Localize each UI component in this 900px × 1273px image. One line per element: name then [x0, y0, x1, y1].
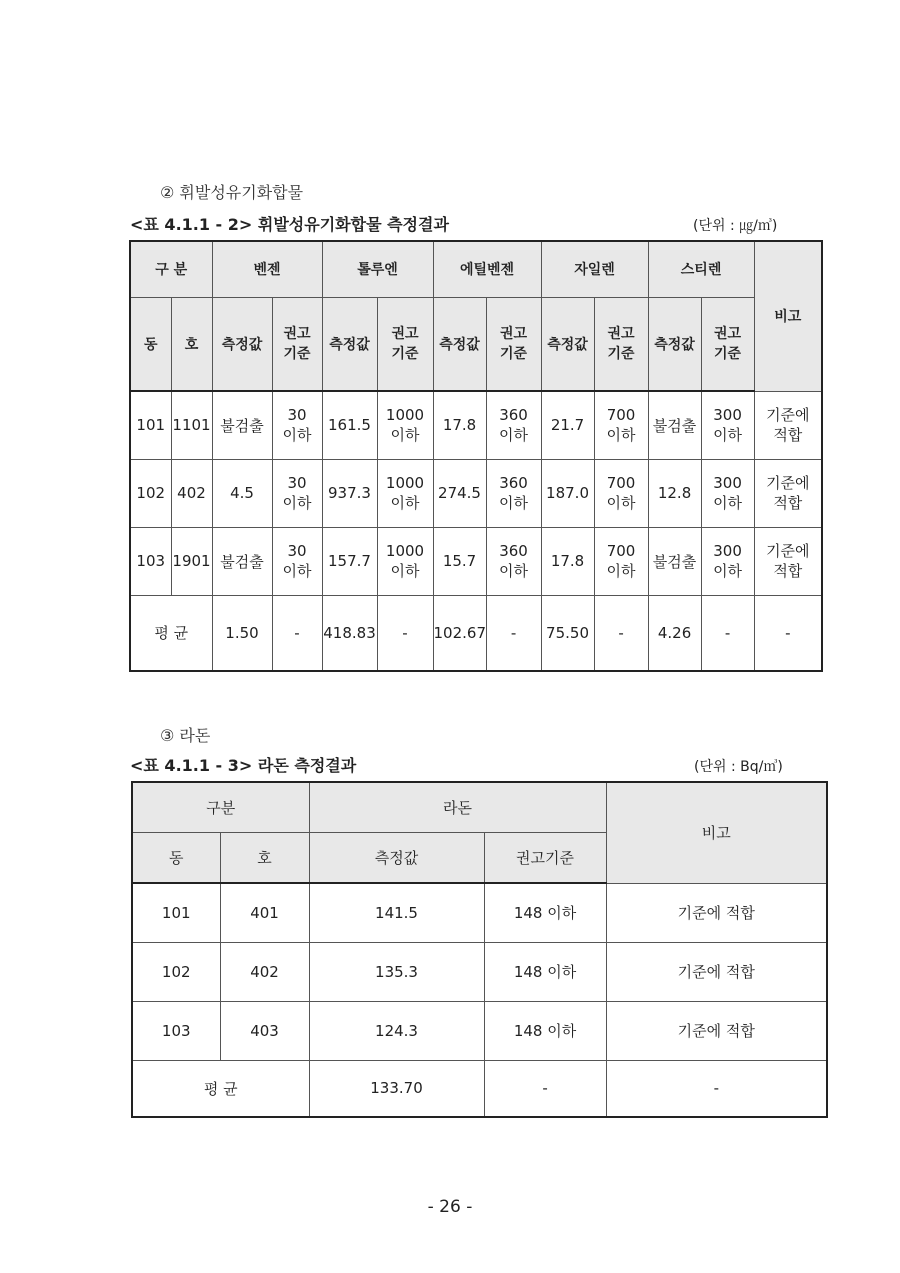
cell-average-standard: -	[484, 1060, 606, 1117]
cell-remark: -	[606, 1060, 827, 1117]
cell-standard: 1000 이하	[377, 527, 433, 595]
average-label: 평 균	[132, 1060, 309, 1117]
cell-measured: 141.5	[309, 883, 484, 942]
table-row	[130, 459, 822, 527]
cell-average: 102.67	[433, 595, 486, 671]
cell-measured: 불검출	[648, 391, 701, 459]
cell-measured: 161.5	[322, 391, 377, 459]
cell-standard: 300 이하	[701, 527, 754, 595]
cell-average: 418.83	[322, 595, 377, 671]
radon-header-row-1	[132, 782, 827, 832]
cell-measured: 937.3	[322, 459, 377, 527]
cell-ho: 1901	[171, 527, 212, 595]
voc-header-row-1	[130, 241, 822, 297]
cell-measured: 21.7	[541, 391, 594, 459]
table-row	[132, 942, 827, 1001]
header-measured: 측정값	[648, 297, 701, 391]
voc-table-caption: <표 4.1.1 - 2> 휘발성유기화합물 측정결과	[130, 215, 449, 234]
page-number: - 26 -	[427, 1197, 473, 1217]
cell-dong: 101	[132, 883, 220, 942]
cell-remark: 기준에 적합	[754, 459, 822, 527]
cell-average: 1.50	[212, 595, 272, 671]
header-dong: 동	[132, 832, 220, 883]
header-division: 구분	[132, 782, 309, 832]
header-measured: 측정값	[309, 832, 484, 883]
radon-results-table	[131, 781, 828, 1118]
cell-standard: 148 이하	[484, 883, 606, 942]
cell-standard: 700 이하	[594, 459, 648, 527]
cell-measured: 15.7	[433, 527, 486, 595]
radon-section-heading: ③ 라돈	[160, 726, 211, 745]
radon-table-caption: <표 4.1.1 - 3> 라돈 측정결과	[130, 756, 357, 775]
voc-section-heading: ② 휘발성유기화합물	[160, 183, 304, 202]
header-substance: 톨루엔	[322, 241, 433, 297]
header-substance: 스티렌	[648, 241, 754, 297]
cell-standard: 30 이하	[272, 527, 322, 595]
cell-dong: 102	[130, 459, 171, 527]
header-remarks: 비고	[754, 241, 822, 391]
header-standard: 권고기준	[484, 832, 606, 883]
voc-header-row-2	[130, 297, 822, 391]
cell-dong: 101	[130, 391, 171, 459]
table-row	[132, 1001, 827, 1060]
cell-remark: 기준에 적합	[606, 942, 827, 1001]
cell-measured: 불검출	[212, 527, 272, 595]
header-ho: 호	[171, 297, 212, 391]
radon-unit-label: (단위 : Bq/㎥)	[694, 759, 783, 775]
cell-measured: 17.8	[433, 391, 486, 459]
cell-measured: 17.8	[541, 527, 594, 595]
cell-standard: 360 이하	[486, 527, 541, 595]
header-measured: 측정값	[433, 297, 486, 391]
table-row	[130, 391, 822, 459]
cell-average: 133.70	[309, 1060, 484, 1117]
header-standard: 권고 기준	[701, 297, 754, 391]
cell-average: -	[377, 595, 433, 671]
cell-remark: 기준에 적합	[754, 391, 822, 459]
cell-measured: 135.3	[309, 942, 484, 1001]
cell-measured: 187.0	[541, 459, 594, 527]
cell-average: 75.50	[541, 595, 594, 671]
cell-ho: 1101	[171, 391, 212, 459]
cell-standard: 148 이하	[484, 1001, 606, 1060]
average-row	[130, 595, 822, 671]
cell-ho: 403	[220, 1001, 309, 1060]
cell-standard: 1000 이하	[377, 459, 433, 527]
header-division: 구 분	[130, 241, 212, 297]
header-dong: 동	[130, 297, 171, 391]
header-measured: 측정값	[322, 297, 377, 391]
cell-ho: 402	[171, 459, 212, 527]
header-standard: 권고 기준	[594, 297, 648, 391]
cell-average: -	[701, 595, 754, 671]
cell-measured: 274.5	[433, 459, 486, 527]
header-standard: 권고 기준	[486, 297, 541, 391]
header-ho: 호	[220, 832, 309, 883]
header-measured: 측정값	[541, 297, 594, 391]
header-standard: 권고 기준	[272, 297, 322, 391]
cell-dong: 102	[132, 942, 220, 1001]
average-row	[132, 1060, 827, 1117]
header-substance: 에틸벤젠	[433, 241, 541, 297]
header-substance: 자일렌	[541, 241, 648, 297]
cell-measured: 157.7	[322, 527, 377, 595]
cell-measured: 불검출	[212, 391, 272, 459]
cell-average: 4.26	[648, 595, 701, 671]
cell-ho: 401	[220, 883, 309, 942]
cell-measured: 12.8	[648, 459, 701, 527]
cell-standard: 300 이하	[701, 459, 754, 527]
header-radon: 라돈	[309, 782, 606, 832]
cell-standard: 700 이하	[594, 527, 648, 595]
cell-dong: 103	[132, 1001, 220, 1060]
cell-dong: 103	[130, 527, 171, 595]
average-label: 평 균	[130, 595, 212, 671]
cell-measured: 124.3	[309, 1001, 484, 1060]
header-measured: 측정값	[212, 297, 272, 391]
table-row	[132, 883, 827, 942]
header-standard: 권고 기준	[377, 297, 433, 391]
header-substance: 벤젠	[212, 241, 322, 297]
cell-average: -	[272, 595, 322, 671]
cell-remark: -	[754, 595, 822, 671]
cell-remark: 기준에 적합	[606, 883, 827, 942]
cell-average: -	[594, 595, 648, 671]
cell-standard: 360 이하	[486, 459, 541, 527]
cell-measured: 4.5	[212, 459, 272, 527]
cell-standard: 1000 이하	[377, 391, 433, 459]
table-row	[130, 527, 822, 595]
header-remarks: 비고	[606, 782, 827, 883]
cell-standard: 30 이하	[272, 459, 322, 527]
cell-standard: 360 이하	[486, 391, 541, 459]
cell-standard: 300 이하	[701, 391, 754, 459]
cell-standard: 30 이하	[272, 391, 322, 459]
cell-remark: 기준에 적합	[754, 527, 822, 595]
cell-ho: 402	[220, 942, 309, 1001]
voc-unit-label: (단위 : ㎍/㎥)	[693, 218, 778, 234]
cell-measured: 불검출	[648, 527, 701, 595]
cell-remark: 기준에 적합	[606, 1001, 827, 1060]
cell-standard: 700 이하	[594, 391, 648, 459]
voc-results-table	[129, 240, 823, 672]
cell-average: -	[486, 595, 541, 671]
cell-standard: 148 이하	[484, 942, 606, 1001]
